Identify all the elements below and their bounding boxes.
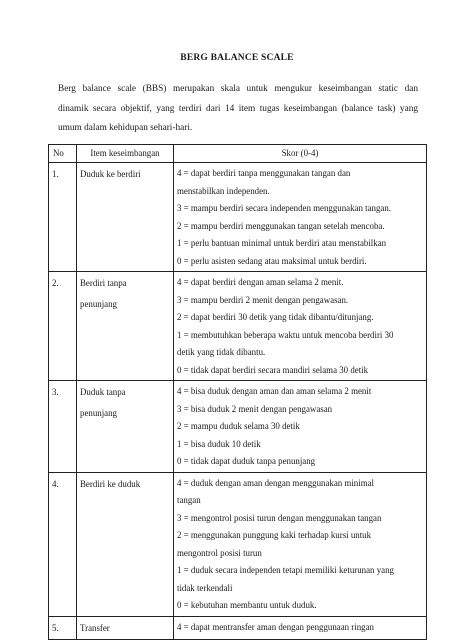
score-line: 3 = mampu berdiri secara independen menggunakan tangan.	[177, 203, 391, 213]
table-row	[49, 472, 427, 616]
item-label-line: Duduk ke berdiri	[80, 169, 141, 179]
intro-line: Berg balance scale (BBS) merupakan skala untuk mengukur keseimbangan static dan	[58, 84, 418, 94]
item-label-line: penunjang	[80, 298, 117, 309]
score-line: 2 = mampu berdiri menggunakan tangan setelah mencoba.	[177, 220, 385, 231]
row-number: 2.	[49, 272, 77, 381]
score-line: 0 = tidak dapat berdiri secara mandiri selama 30 detik	[177, 364, 369, 375]
score-line: 3 = mengontrol posisi turun dengan menggunakan tangan	[177, 512, 382, 523]
item-label-line: Transfer	[80, 622, 110, 633]
score-line: 4 = bisa duduk dengan aman dan aman selama 2 menit	[177, 386, 372, 396]
score-line: 2 = menggunakan punggung kaki terhadap kursi untuk	[177, 530, 372, 540]
table-header-row	[49, 145, 427, 163]
row-scores	[174, 472, 427, 616]
header-no: No	[49, 145, 77, 163]
table-row	[49, 163, 427, 272]
table-body	[49, 163, 427, 640]
score-line: 2 = mampu duduk selama 30 detik	[177, 421, 300, 431]
score-line: 1 = bisa duduk 10 detik	[177, 438, 261, 449]
score-line: 0 = tidak dapat duduk tanpa penunjang	[177, 456, 316, 466]
score-line: 4 = dapat berdiri tanpa menggunakan tangan dan	[177, 168, 351, 178]
score-line: 0 = perlu asisten sedang atau maksimal untuk berdiri.	[177, 255, 367, 266]
row-item	[77, 163, 174, 272]
row-item	[77, 381, 174, 473]
score-line: 2 = dapat berdiri 30 detik yang tidak dibantu/ditunjang.	[177, 312, 374, 322]
score-line: menstabilkan independen.	[177, 185, 270, 196]
berg-balance-table	[48, 144, 427, 640]
score-line: tidak terkendali	[177, 582, 233, 593]
row-item	[77, 472, 174, 616]
item-label-line: Berdiri tanpa	[80, 278, 127, 288]
row-number: 5.	[49, 616, 77, 640]
header-score: Skor (0-4)	[174, 145, 427, 163]
item-label-line: Duduk tanpa	[80, 387, 126, 397]
document-title: BERG BALANCE SCALE	[180, 53, 294, 63]
score-line: mengontrol posisi turun	[177, 547, 262, 558]
row-scores	[174, 272, 427, 381]
table-row	[49, 272, 427, 381]
row-scores	[174, 616, 427, 640]
row-scores	[174, 381, 427, 473]
row-number: 3.	[49, 381, 77, 473]
intro-line: dinamik secara objektif, yang terdiri dari 14 item tugas keseimbangan (balance task) yang	[58, 103, 418, 114]
score-line: 4 = dapat berdiri dengan aman selama 2 menit.	[177, 277, 344, 287]
row-number: 4.	[49, 472, 77, 616]
row-scores	[174, 163, 427, 272]
score-line: 4 = dapat mentransfer aman dengan penggunaan ringan	[177, 621, 374, 632]
score-line: tangan	[177, 495, 201, 505]
score-line: 1 = duduk secara independen tetapi memiliki keturunan yang	[177, 565, 394, 575]
score-line: detik yang tidak dibantu.	[177, 347, 266, 357]
item-label-line: penunjang	[80, 407, 117, 418]
score-line: 3 = bisa duduk 2 menit dengan pengawasan	[177, 403, 333, 414]
score-line: 4 = duduk dengan aman dengan menggunakan minimal	[177, 477, 375, 488]
score-line: 1 = perlu bantuan minimal untuk berdiri atau menstabilkan	[177, 238, 387, 248]
row-number: 1.	[49, 163, 77, 272]
intro-paragraph	[58, 80, 418, 139]
score-line: 1 = membutuhkan beberapa waktu untuk mencoba berdiri 30	[177, 329, 394, 340]
score-line: 0 = kebutuhan membantu untuk duduk.	[177, 600, 317, 610]
table-row	[49, 381, 427, 473]
header-item: Item keseimbangan	[77, 145, 174, 163]
intro-line: umum dalam kehidupan sehari-hari.	[58, 123, 193, 133]
score-line: 3 = mampu berdiri 2 menit dengan pengawasan.	[177, 294, 349, 305]
item-label-line: Berdiri ke duduk	[80, 478, 141, 489]
row-item	[77, 272, 174, 381]
row-item	[77, 616, 174, 640]
table-row	[49, 616, 427, 640]
